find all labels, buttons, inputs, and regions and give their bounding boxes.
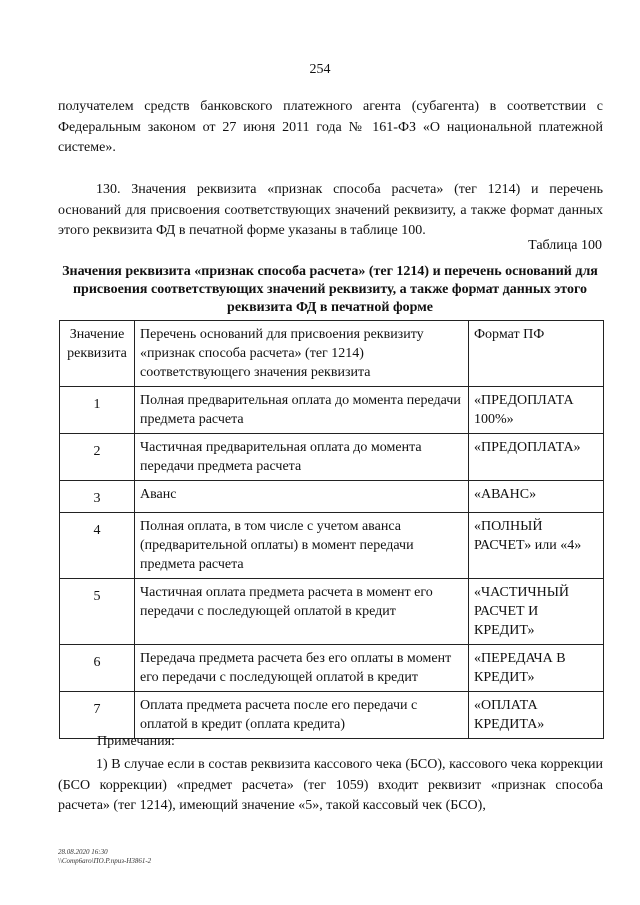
- header-grounds: Перечень оснований для присвоения реквизиту «признак способа расчета» (тег 1214) соответствующего значения реквизита: [135, 321, 469, 387]
- cell-format: «ПРЕДОПЛАТА 100%»: [469, 387, 604, 434]
- cell-format: «АВАНС»: [469, 481, 604, 513]
- paragraph-continuation: получателем средств банковского платежного агента (субагента) в соответствии с Федеральным законом от 27 июня 2011 года № 161-ФЗ «О национальной платежной системе».: [58, 99, 603, 155]
- paragraph-130: 130. Значения реквизита «признак способа расчета» (тег 1214) и перечень оснований для присвоения соответствующих значений реквизиту, а также формат данных этого реквизита ФД в печатной форме указаны в таблице 100.: [58, 182, 603, 238]
- table-caption: Таблица 100: [528, 238, 602, 253]
- file-path: \\Comp6aro\ПО.Р.приз-Н3861-2: [58, 857, 152, 865]
- cell-format: «ОПЛАТА КРЕДИТА»: [469, 692, 604, 739]
- print-footer: [58, 848, 151, 866]
- page-number: 254: [309, 62, 331, 77]
- table-row: [60, 387, 604, 434]
- cell-format: «ПЕРЕДАЧА В КРЕДИТ»: [469, 645, 604, 692]
- cell-value: 6: [60, 645, 135, 692]
- cell-grounds: Частичная оплата предмета расчета в момент его передачи с последующей оплатой в кредит: [135, 579, 469, 645]
- cell-value: 1: [60, 387, 135, 434]
- cell-value: 3: [60, 481, 135, 513]
- table-header-row: [60, 321, 604, 387]
- cell-grounds: Полная предварительная оплата до момента передачи предмета расчета: [135, 387, 469, 434]
- header-format: Формат ПФ: [469, 321, 604, 387]
- header-value: Значение реквизита: [60, 321, 135, 387]
- cell-value: 2: [60, 434, 135, 481]
- cell-grounds: Передача предмета расчета без его оплаты в момент его передачи с последующей оплатой в кредит: [135, 645, 469, 692]
- cell-value: 7: [60, 692, 135, 739]
- cell-grounds: Частичная предварительная оплата до момента передачи предмета расчета: [135, 434, 469, 481]
- cell-grounds: Полная оплата, в том числе с учетом аванса (предварительной оплаты) в момент передачи предмета расчета: [135, 513, 469, 579]
- cell-value: 4: [60, 513, 135, 579]
- table-row: [60, 481, 604, 513]
- requisites-table: [59, 320, 604, 739]
- table-title: Значения реквизита «признак способа расчета» (тег 1214) и перечень оснований для присвоения соответствующих значений реквизиту, а также формат данных этого реквизита ФД в печатной форме: [62, 264, 598, 315]
- table-row: [60, 645, 604, 692]
- cell-grounds: Оплата предмета расчета после его передачи с оплатой в кредит (оплата кредита): [135, 692, 469, 739]
- cell-value: 5: [60, 579, 135, 645]
- cell-format: «ПОЛНЫЙ РАСЧЕТ» или «4»: [469, 513, 604, 579]
- table-row: [60, 513, 604, 579]
- table-row: [60, 692, 604, 739]
- cell-format: «ЧАСТИЧНЫЙ РАСЧЕТ И КРЕДИТ»: [469, 579, 604, 645]
- notes-label: Примечания:: [97, 734, 175, 749]
- print-timestamp: 28.08.2020 16:30: [58, 848, 108, 856]
- table-row: [60, 434, 604, 481]
- table-row: [60, 579, 604, 645]
- cell-grounds: Аванс: [135, 481, 469, 513]
- note-1: 1) В случае если в состав реквизита кассового чека (БСО), кассового чека коррекции (БСО коррекции) «предмет расчета» (тег 1059) входит реквизит «признак способа расчета» (тег 1214), имеющий значение «5», такой кассовый чек (БСО),: [58, 757, 603, 813]
- cell-format: «ПРЕДОПЛАТА»: [469, 434, 604, 481]
